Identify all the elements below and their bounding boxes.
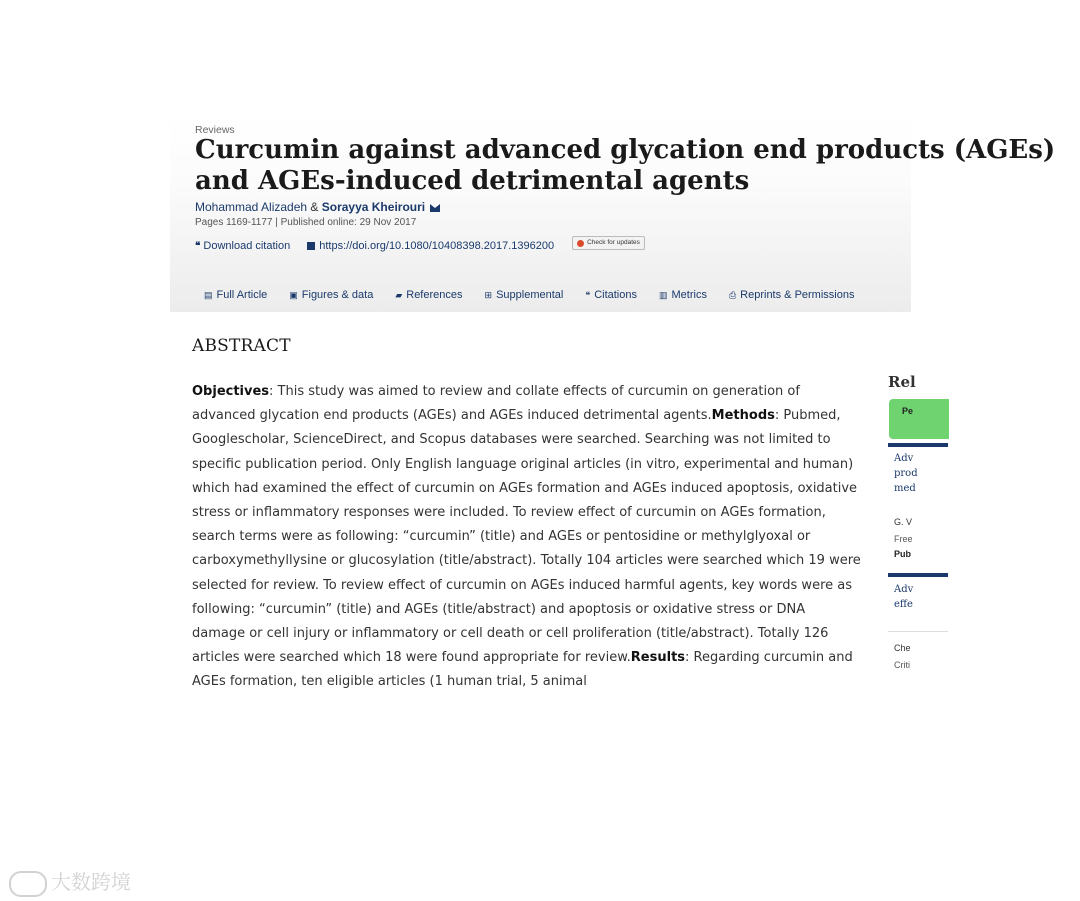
article-title xyxy=(195,135,1056,197)
abstract-body xyxy=(192,380,862,695)
envelope-icon[interactable] xyxy=(430,204,440,212)
related-title-line: effe xyxy=(894,599,913,610)
methods-text: : Pubmed, Googlescholar, ScienceDirect, and Scopus databases were searched. Searching was not limited to specific publication period. Only English language original articles (in vitro, experimental and human) which had examined the effect of curcumin on AGEs formation and AGEs induced apoptosis, oxidative stress or inflammatory responses were included. To review effect of curcumin on AGEs formation, search terms were as following: “curcumin” (title) and AGEs or pentosidine or methylglyoxal or carboxymethyllysine or glucosylation (title/abstract). Totally 104 articles were searched which 19 were selected for review. To review effect of curcumin on AGEs induced harmful agents, key words were as following: “curcumin” (title) and AGEs (title/abstract) and apoptosis or oxidative stress or DNA damage or cell injury or inflammatory or cell death or cell proliferation (title/abstract). Totally 126 articles were searched which 18 were found appropriate for review. xyxy=(192,408,861,666)
download-citation-label: Download citation xyxy=(203,240,291,253)
author-link[interactable]: Sorayya Kheirouri xyxy=(321,200,426,214)
related-article-title[interactable] xyxy=(894,582,913,612)
bar-chart-icon: ▥ xyxy=(658,290,668,300)
related-heading: Rel xyxy=(888,373,916,391)
sidebar-divider xyxy=(888,631,948,632)
book-icon: ▰ xyxy=(395,290,403,300)
related-title-line: med xyxy=(894,483,916,494)
tab-figures-data[interactable] xyxy=(289,289,373,301)
download-citation-link[interactable] xyxy=(195,240,290,252)
tab-label: Figures & data xyxy=(301,289,374,301)
print-icon: ⎙ xyxy=(728,290,737,300)
related-article-journal: Free xyxy=(894,534,913,544)
related-title-line: Adv xyxy=(894,584,914,595)
watermark-text: 大数跨境 xyxy=(51,870,131,894)
related-article-author: Che xyxy=(894,643,911,653)
people-button-label: Pe xyxy=(902,406,914,416)
article-tabs xyxy=(204,289,854,305)
related-article-journal: Criti xyxy=(894,660,910,670)
tab-label: Metrics xyxy=(671,289,707,301)
tab-label: Citations xyxy=(594,289,637,301)
quote-icon: ❝ xyxy=(585,290,591,300)
objectives-label: Objectives xyxy=(192,384,270,399)
related-sidebar xyxy=(888,373,948,673)
author-link[interactable]: Mohammad Alizadeh xyxy=(195,200,308,214)
tab-references[interactable] xyxy=(395,289,462,301)
objectives-text: : This study was aimed to review and collate effects of curcumin on generation of advanced glycation end products (AGEs) and AGEs induced detrimental agents. xyxy=(192,384,800,424)
methods-label: Methods xyxy=(711,408,775,424)
related-article-title[interactable] xyxy=(894,451,918,496)
tab-reprints-permissions[interactable] xyxy=(729,289,855,301)
related-title-line: prod xyxy=(894,468,918,479)
document-icon: ▤ xyxy=(204,290,213,300)
tab-full-article[interactable] xyxy=(204,289,267,301)
check-for-updates-button[interactable] xyxy=(572,236,645,250)
tab-label: References xyxy=(406,289,463,301)
results-label: Results xyxy=(630,650,686,666)
sidebar-divider xyxy=(888,443,948,447)
tab-label: Full Article xyxy=(216,289,268,301)
related-article-published: Pub xyxy=(894,549,911,559)
check-for-updates-label: Check for updates xyxy=(587,239,640,246)
article-actions xyxy=(195,239,645,253)
results-text: : Regarding curcumin and AGEs formation, ten eligible articles (1 human trial, 5 animal xyxy=(192,650,853,690)
related-title-line: Adv xyxy=(894,453,914,464)
article-title-line-1: Curcumin against advanced glycation end products (AGEs) xyxy=(195,135,1056,165)
crossmark-icon xyxy=(577,240,584,247)
watermark xyxy=(9,866,131,897)
related-article-author: G. V xyxy=(894,517,913,527)
tab-metrics[interactable] xyxy=(659,289,707,301)
article-meta: Pages 1169-1177 | Published online: 29 Nov 2017 xyxy=(195,217,417,228)
author-list xyxy=(195,200,440,214)
tab-label: Reprints & Permissions xyxy=(740,289,855,301)
tab-supplemental[interactable] xyxy=(485,289,564,301)
watermark-logo-icon xyxy=(9,871,47,897)
people-also-read-button[interactable] xyxy=(889,399,949,439)
doi-label: https://doi.org/10.1080/10408398.2017.1396200 xyxy=(319,240,555,253)
external-link-icon xyxy=(307,242,315,250)
image-icon: ▣ xyxy=(289,290,298,300)
author-separator: & xyxy=(307,200,322,214)
tab-citations[interactable] xyxy=(585,289,637,301)
article-category: Reviews xyxy=(195,124,235,136)
doi-link[interactable] xyxy=(307,240,554,252)
sidebar-divider xyxy=(888,573,948,577)
plus-square-icon: ⊞ xyxy=(484,290,493,300)
article-title-line-2: and AGEs-induced detrimental agents xyxy=(195,166,750,196)
quote-icon: ❝ xyxy=(195,240,201,252)
article-page xyxy=(170,115,1056,690)
tab-label: Supplemental xyxy=(496,289,564,301)
abstract-heading: ABSTRACT xyxy=(192,336,291,356)
